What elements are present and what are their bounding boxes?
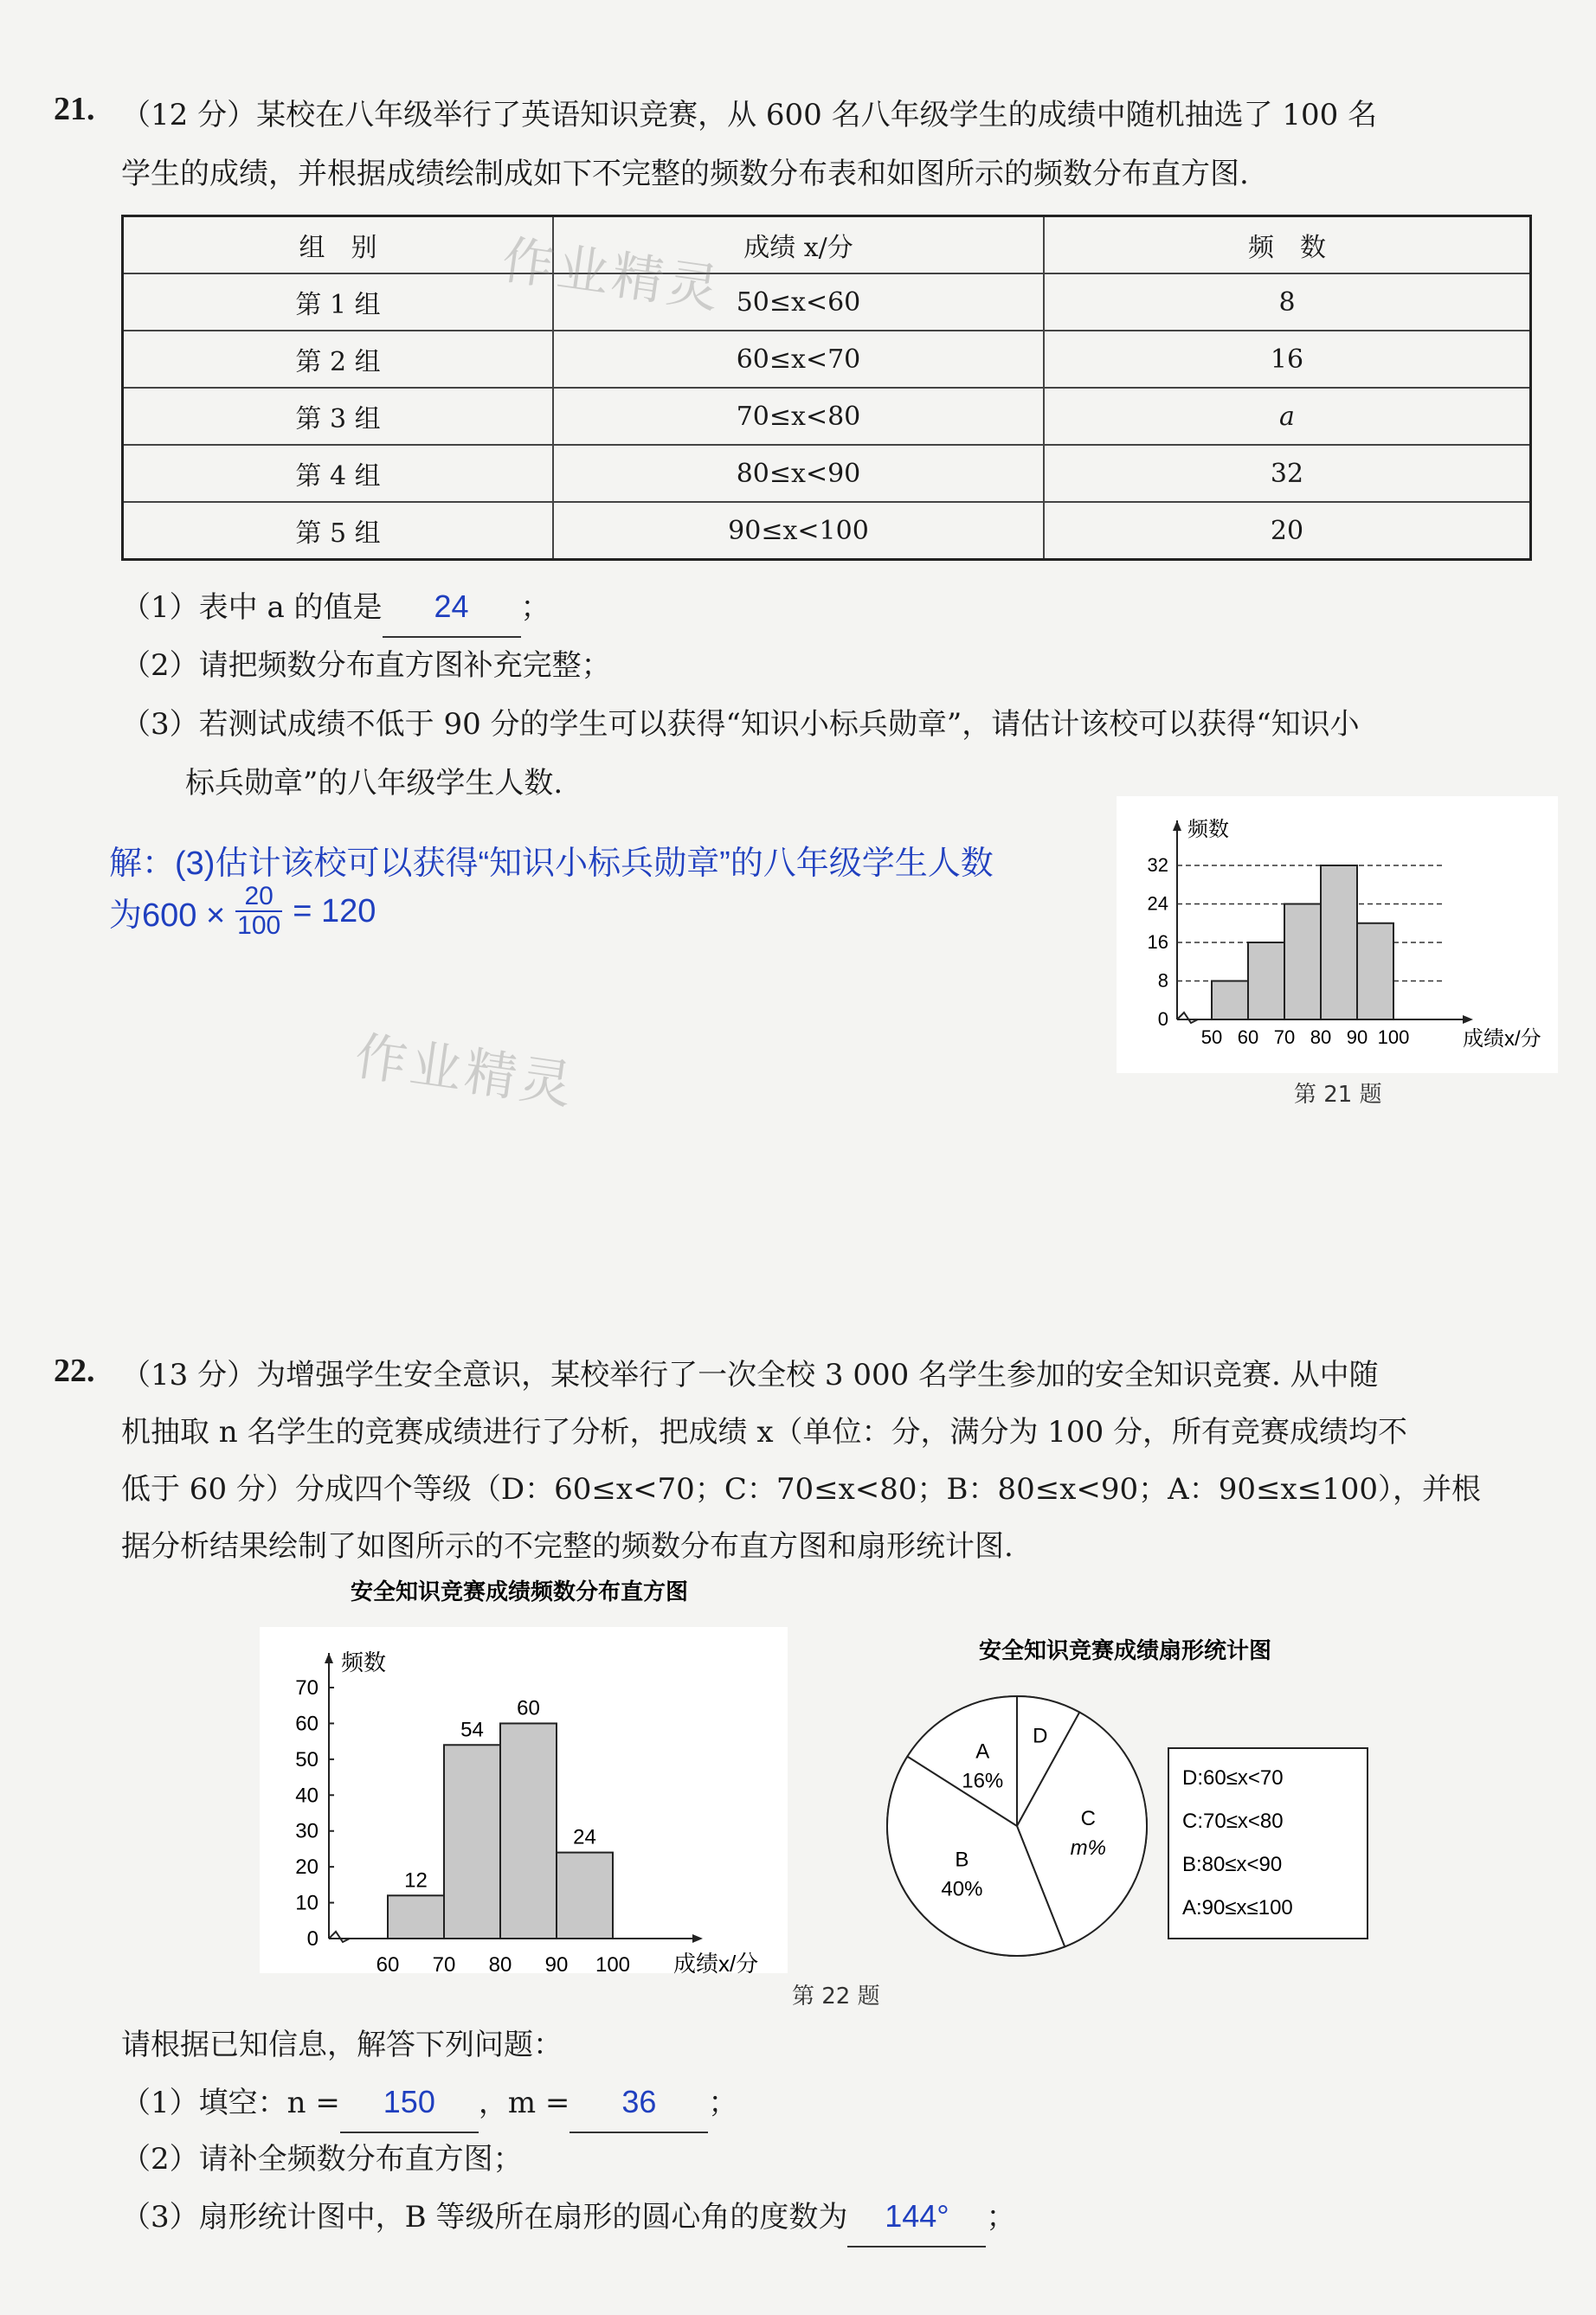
- table-row: [123, 273, 1531, 331]
- histogram-bar: [1248, 942, 1284, 1019]
- x-tick-label: 90: [544, 1953, 569, 1977]
- q22-caption: 第 22 题: [792, 1984, 880, 2010]
- table-cell: 50≤x<60: [553, 273, 1044, 331]
- q21-sub3-line1: （3）若测试成绩不低于 90 分的学生可以获得“知识小标兵勋章”，请估计该校可以获得“知识小: [121, 707, 1360, 742]
- bar-data-label: 54: [460, 1718, 484, 1742]
- y-tick-label: 70: [295, 1676, 319, 1700]
- q22-n-blank[interactable]: [340, 2074, 479, 2133]
- fraction-denominator: 100: [237, 911, 281, 940]
- x-tick-label: 100: [1377, 1026, 1410, 1048]
- q21-sub1-prefix: （1）表中 a 的值是: [121, 590, 383, 625]
- x-tick-label: 70: [1273, 1026, 1296, 1048]
- y-tick-label: 24: [1147, 892, 1168, 915]
- table-cell: 80≤x<90: [553, 445, 1044, 502]
- q22-m-blank[interactable]: [570, 2074, 708, 2133]
- q21-caption: 第 21 题: [1294, 1082, 1382, 1108]
- q22-line2: 机抽取 n 名学生的竞赛成绩进行了分析，把成绩 x（单位：分，满分为 100 分，所有竞赛成绩均不: [121, 1415, 1408, 1450]
- q21-sub1-suffix: ；: [520, 590, 550, 625]
- y-axis-label: 频数: [1187, 818, 1229, 841]
- pie-slice-label: 16%: [962, 1769, 1004, 1793]
- table-cell: 第 1 组: [123, 273, 554, 331]
- table-row: [123, 388, 1531, 445]
- q21-histogram: [1117, 796, 1558, 1073]
- table-cell: 第 5 组: [123, 502, 554, 560]
- histogram-bar: [1357, 923, 1393, 1019]
- y-axis-label: 频数: [341, 1649, 387, 1675]
- q22-line3: 低于 60 分）分成四个等级（D：60≤x<70；C：70≤x<80；B：80≤x<90；A：90≤x≤100），并根: [121, 1472, 1482, 1507]
- table-header: 频 数: [1044, 216, 1531, 274]
- y-tick-label: 50: [295, 1747, 319, 1772]
- table-cell: a: [1044, 388, 1531, 445]
- q21-sub1: [121, 578, 550, 638]
- q22-sub3-answer: 144°: [885, 2198, 949, 2234]
- x-tick-label: 80: [488, 1953, 512, 1977]
- chart-title: 安全知识竞赛成绩扇形统计图: [978, 1637, 1272, 1663]
- y-tick-label: 16: [1147, 931, 1168, 953]
- pie-slice-label: m%: [1070, 1836, 1107, 1861]
- q22-line4: 据分析结果绘制了如图所示的不完整的频数分布直方图和扇形统计图.: [121, 1529, 1014, 1564]
- q22-sub3-suffix: ；: [986, 2200, 1016, 2235]
- y-tick-label: 40: [295, 1784, 319, 1808]
- q22-intro: 请根据已知信息，解答下列问题：: [121, 2028, 563, 2062]
- fraction-numerator: 20: [244, 882, 274, 910]
- x-tick-label: 60: [1237, 1026, 1259, 1048]
- y-tick-label: 20: [295, 1855, 319, 1880]
- q22-sub3: [121, 2188, 1015, 2247]
- table-cell: 90≤x<100: [553, 502, 1044, 560]
- y-tick-label: 8: [1157, 969, 1168, 992]
- q22-sub1-mid: ，m =: [478, 2086, 570, 2120]
- watermark: 作业精灵: [498, 229, 726, 321]
- q22-sub3-blank[interactable]: [847, 2188, 986, 2247]
- solution-prefix: 为600 ×: [109, 897, 226, 934]
- frequency-table: [121, 215, 1532, 561]
- y-tick-label: 0: [1157, 1008, 1168, 1030]
- chart-title: 安全知识竞赛成绩频数分布直方图: [350, 1579, 689, 1604]
- q21-sub1-blank[interactable]: [383, 578, 521, 638]
- legend-entry: C:70≤x<80: [1182, 1810, 1284, 1833]
- table-header: 组 别: [123, 216, 554, 274]
- y-tick-label: 10: [295, 1891, 319, 1915]
- table-cell: 8: [1044, 273, 1531, 331]
- q22-histogram: [260, 1575, 796, 1990]
- pie-slice-name: C: [1080, 1807, 1097, 1831]
- q21-line1: （12 分）某校在八年级举行了英语知识竞赛，从 600 名八年级学生的成绩中随机抽选了 100 名: [121, 98, 1378, 132]
- table-cell: 第 4 组: [123, 445, 554, 502]
- x-tick-label: 80: [1310, 1026, 1332, 1048]
- table-cell: 70≤x<80: [553, 388, 1044, 445]
- q21-sub1-answer: 24: [434, 588, 469, 624]
- q22-sub1: [121, 2074, 737, 2133]
- histogram-bar: [1212, 981, 1248, 1020]
- y-tick-label: 0: [306, 1927, 319, 1951]
- y-tick-label: 32: [1147, 854, 1168, 876]
- y-tick-label: 30: [295, 1819, 319, 1843]
- table-cell: 16: [1044, 331, 1531, 388]
- q22-pie-chart: [874, 1627, 1393, 1973]
- histogram-bar: [444, 1745, 500, 1939]
- q21-sub2: （2）请把频数分布直方图补充完整；: [121, 648, 611, 683]
- table-cell: 60≤x<70: [553, 331, 1044, 388]
- q22-sub2: （2）请补全频数分布直方图；: [121, 2142, 523, 2177]
- q22-sub1-prefix: （1）填空：n =: [121, 2086, 340, 2120]
- q22-n-answer: 150: [383, 2084, 435, 2119]
- table-cell: 32: [1044, 445, 1531, 502]
- legend-entry: B:80≤x<90: [1182, 1853, 1283, 1876]
- q22-sub3-prefix: （3）扇形统计图中，B 等级所在扇形的圆心角的度数为: [121, 2200, 848, 2235]
- x-tick-label: 90: [1346, 1026, 1368, 1048]
- table-cell: 20: [1044, 502, 1531, 560]
- pie-slice-label: 40%: [941, 1877, 983, 1901]
- bar-data-label: 24: [573, 1825, 596, 1849]
- y-tick-label: 60: [295, 1712, 319, 1736]
- legend-entry: A:90≤x≤100: [1182, 1896, 1293, 1920]
- histogram-bar: [388, 1895, 444, 1939]
- solution-fraction: [235, 883, 282, 940]
- histogram-bar: [500, 1723, 557, 1939]
- x-axis-label: 成绩x/分: [1463, 1027, 1541, 1051]
- x-tick-label: 60: [376, 1953, 400, 1977]
- x-tick-label: 70: [432, 1953, 456, 1977]
- bar-data-label: 12: [404, 1868, 428, 1893]
- histogram-bar: [1284, 904, 1321, 1020]
- table-cell: 第 3 组: [123, 388, 554, 445]
- q21-line2: 学生的成绩，并根据成绩绘制成如下不完整的频数分布表和如图所示的频数分布直方图.: [121, 157, 1249, 191]
- q21-number: 21.: [54, 91, 95, 127]
- q22-m-answer: 36: [621, 2084, 657, 2119]
- q21-sub3-line2: 标兵勋章”的八年级学生人数.: [185, 766, 563, 801]
- q22-line1: （13 分）为增强学生安全意识，某校举行了一次全校 3 000 名学生参加的安全知识竞赛. 从中随: [121, 1358, 1379, 1392]
- histogram-bar: [557, 1853, 613, 1939]
- table-row: [123, 502, 1531, 560]
- pie-slice-name: B: [955, 1848, 969, 1872]
- q22-number: 22.: [54, 1353, 95, 1389]
- watermark: 作业精灵: [351, 1026, 579, 1117]
- table-header: 成绩 x/分: [553, 216, 1044, 274]
- bar-data-label: 60: [517, 1696, 540, 1720]
- legend-entry: D:60≤x<70: [1182, 1766, 1284, 1790]
- q21-solution-line1: 解：(3)估计该校可以获得“知识小标兵勋章”的八年级学生人数: [109, 846, 994, 882]
- x-tick-label: 50: [1200, 1026, 1223, 1048]
- x-tick-label: 100: [595, 1953, 631, 1977]
- table-row: [123, 445, 1531, 502]
- x-axis-label: 成绩x/分: [673, 1951, 759, 1977]
- table-cell: 第 2 组: [123, 331, 554, 388]
- pie-slice-name: D: [1033, 1724, 1048, 1748]
- q21-solution-line2: [109, 883, 376, 940]
- q22-sub1-suffix: ；: [708, 2086, 738, 2120]
- solution-suffix: = 120: [293, 892, 376, 929]
- table-row: [123, 331, 1531, 388]
- histogram-bar: [1321, 865, 1357, 1019]
- pie-slice-name: A: [975, 1739, 990, 1764]
- table-header-row: [123, 216, 1531, 274]
